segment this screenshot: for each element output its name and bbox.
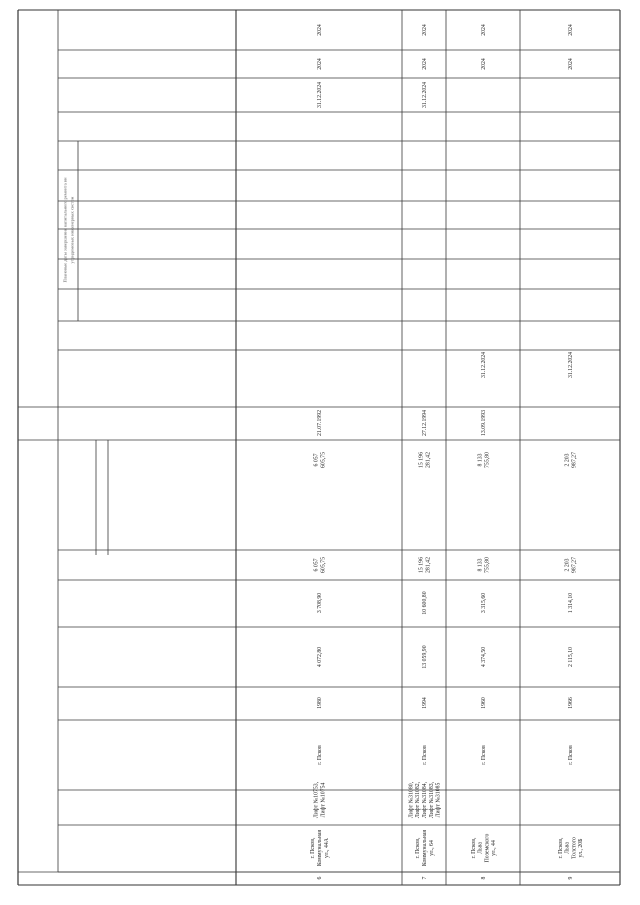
row-0-cost_total-line: 6 057 xyxy=(313,558,320,572)
row-1-year_plan: 2024 xyxy=(422,58,428,70)
row-1-lift-line: Лифт №31080, xyxy=(408,781,415,819)
row-3-address-line: Толстого xyxy=(571,837,578,859)
row-0-lift-line: Лифт №10753, xyxy=(313,781,320,819)
row-0-cost_owners-line: 6 057 xyxy=(313,453,320,467)
row-3-cost_owners-line: 987,27 xyxy=(571,452,578,468)
row-3-cost_owners xyxy=(565,452,578,468)
row-2-year_work: 2024 xyxy=(481,24,487,36)
row-1-cost_total xyxy=(419,557,432,573)
row-0-address-line: Коммунальная xyxy=(317,829,323,867)
row-1-num: 7 xyxy=(422,876,428,880)
row-2-roof: 31.12.2024 xyxy=(481,351,487,379)
row-2-num: 8 xyxy=(481,876,487,880)
row-2-address-line: Поземского xyxy=(484,833,491,863)
row-0-year_plan: 2024 xyxy=(317,58,323,70)
row-0-num: 6 xyxy=(317,876,323,880)
row-0-district: г. Псков xyxy=(317,745,323,765)
row-2-cost_total-line: 8 133 xyxy=(477,558,484,572)
row-0-privat: 21.07.1992 xyxy=(317,409,323,437)
row-2-privat: 13.09.1993 xyxy=(481,409,487,437)
row-2-cost_owners-line: 8 133 xyxy=(477,453,484,467)
row-1-privat: 27.12.1994 xyxy=(422,409,428,437)
row-0-lift xyxy=(313,781,327,818)
row-0-cost_total xyxy=(314,557,327,573)
row-0-cost_owners xyxy=(314,452,327,468)
row-3-num: 9 xyxy=(568,876,574,880)
row-3-year_plan: 2024 xyxy=(568,58,574,70)
row-3-cost_total-line: 987,27 xyxy=(571,557,578,573)
row-3-cost_total-line: 2 203 xyxy=(564,558,571,572)
row-3-address-line: Льва xyxy=(564,842,571,854)
row-1-address-line: г. Псков, xyxy=(415,837,422,859)
row-3-year: 1966 xyxy=(568,697,574,709)
row-1-cost_owners xyxy=(419,452,432,468)
row-0-address-line: ул., 44А xyxy=(323,838,330,858)
row-2-address-line: Льва xyxy=(477,842,484,854)
row-3-roof: 31.12.2024 xyxy=(568,351,574,379)
row-0-cost_owners-line: 605,75 xyxy=(320,452,327,468)
row-0-area_total: 3 708,90 xyxy=(317,592,323,614)
row-2-area_total: 3 315,60 xyxy=(481,592,487,614)
row-0-year: 1980 xyxy=(317,697,323,709)
row-2-year_plan: 2024 xyxy=(481,58,487,70)
row-2-area_living: 4 374,50 xyxy=(481,646,487,668)
row-2-address-line: г. Псков, xyxy=(470,837,477,859)
row-0-cost_total-line: 605,75 xyxy=(320,557,327,573)
row-3-area_total: 1 314,10 xyxy=(568,592,574,614)
row-3-address-line: ул., 20Б xyxy=(578,838,585,858)
row-2-district: г. Псков xyxy=(481,745,487,765)
row-3-area_living: 2 115,10 xyxy=(568,646,574,668)
row-3-address-line: г. Псков, xyxy=(557,837,564,859)
row-1-lift-line: Лифт №31085 xyxy=(435,782,442,818)
row-3-year_work: 2024 xyxy=(568,24,574,36)
row-1-year_work: 2024 xyxy=(422,24,428,36)
row-1-area_total: 10 600,80 xyxy=(422,591,428,615)
row-1-lift_date: 31.12.2024 xyxy=(422,81,428,109)
row-3-address xyxy=(558,837,584,859)
row-1-cost_owners-line: 281,42 xyxy=(425,452,432,468)
row-0-lift-line: Лифт №10754 xyxy=(320,782,327,818)
row-2-address-line: ул., 44 xyxy=(491,840,498,856)
table-cells xyxy=(310,24,584,879)
row-2-cost_owners-line: 755,80 xyxy=(484,452,491,468)
row-3-district: г. Псков xyxy=(568,745,574,765)
column-headers xyxy=(63,177,75,282)
row-0-area_living: 4 072,80 xyxy=(317,646,323,668)
row-1-lift-line: Лифт №31082, xyxy=(415,781,422,819)
row-1-year: 1994 xyxy=(422,697,428,709)
row-2-cost_owners xyxy=(478,452,491,468)
row-1-lift xyxy=(407,781,441,818)
row-1-lift-line: Лифт №31084, xyxy=(422,781,428,819)
row-1-address xyxy=(415,830,435,867)
row-1-address-line: ул., 64 xyxy=(428,840,435,856)
engineering-header-line: Плановые даты завершения капитального ремонта вн xyxy=(62,177,68,283)
row-3-cost_total xyxy=(565,557,578,573)
row-2-cost_total-line: 755,80 xyxy=(484,557,491,573)
row-2-address xyxy=(471,834,497,863)
row-1-cost_total-line: 281,42 xyxy=(425,557,432,573)
engineering-header xyxy=(63,177,75,282)
row-1-lift-line: Лифт №31083, xyxy=(428,781,435,819)
row-3-cost_owners-line: 2 203 xyxy=(564,453,571,467)
engineering-header-line: утридомовых инженерных систем xyxy=(69,196,75,264)
row-1-area_living: 13 059,90 xyxy=(422,645,428,669)
row-1-address-line: Коммунальная xyxy=(422,829,428,867)
row-0-year_work: 2024 xyxy=(317,24,323,36)
row-0-address xyxy=(310,830,330,867)
row-2-cost_total xyxy=(478,557,491,573)
row-1-cost_owners-line: 15 196 xyxy=(418,452,425,468)
row-0-address-line: г. Псков, xyxy=(310,837,317,859)
row-1-district: г. Псков xyxy=(422,745,428,765)
row-2-year: 1960 xyxy=(481,697,487,709)
row-1-cost_total-line: 15 196 xyxy=(418,557,425,573)
row-0-lift_date: 31.12.2024 xyxy=(317,81,323,109)
